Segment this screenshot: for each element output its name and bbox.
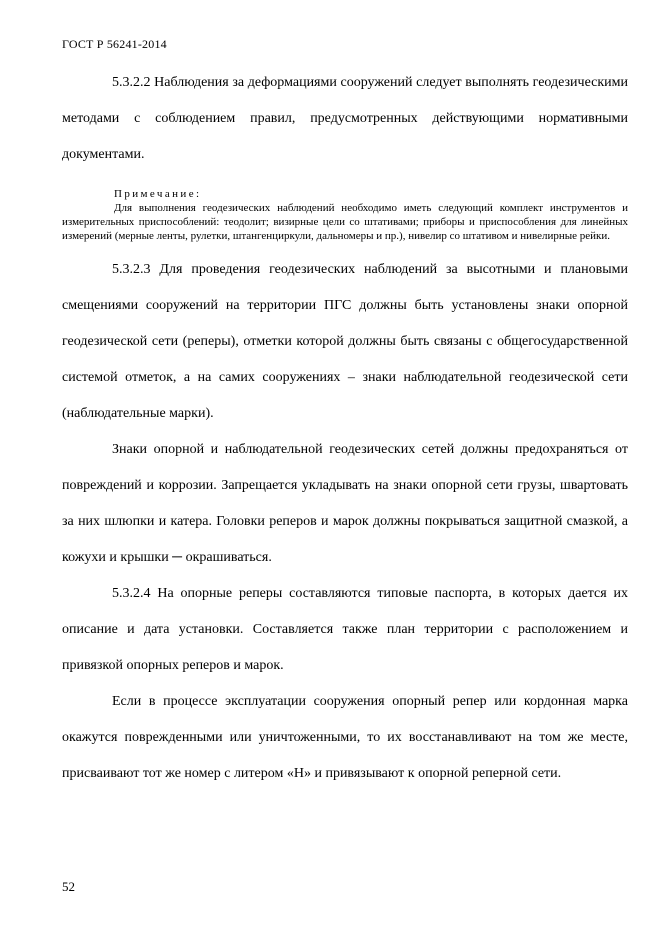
paragraph-benchmark-restoration: Если в процессе эксплуатации сооружения опорный репер или кордонная марка окажутся поврежденными или уничтоженными, то их восстанавливают на том же месте, присваивают тот же номер с литером «Н» и привязывают к опорной реперной сети. <box>62 694 628 781</box>
paragraph-signs-protection: Знаки опорной и наблюдательной геодезических сетей должны предохраняться от повреждений и коррозии. Запрещается укладывать на знаки опорной сети грузы, швартовать за них шлюпки и катера. Головки реперов и марок должны покрываться защитной смазкой, а кожухи и крышки ─ окрашиваться. <box>62 442 628 565</box>
document-code: ГОСТ Р 56241-2014 <box>62 37 167 51</box>
note-text: Для выполнения геодезических наблюдений необходимо иметь следующий комплект инструментов и измерительных приспособлений: теодолит; визирные цели со штативами; приборы и приспособления для линейных измерений (мерные ленты, рулетки, штангенциркули, дальномеры и пр.), нивелир со штативом и нивелирные рейки. <box>62 202 628 242</box>
page-number: 52 <box>62 879 75 894</box>
note-title: Примечание: <box>114 188 202 200</box>
note-block <box>62 187 628 243</box>
paragraph-5-3-2-2: 5.3.2.2 Наблюдения за деформациями сооружений следует выполнять геодезическими методами с соблюдением правил, предусмотренных действующими нормативными документами. <box>62 75 628 162</box>
paragraph-5-3-2-3: 5.3.2.3 Для проведения геодезических наблюдений за высотными и плановыми смещениями сооружений на территории ПГС должны быть установлены знаки опорной геодезической сети (реперы), отметки которой должны быть связаны с общегосударственной системой отметок, а на самих сооружениях – знаки наблюдательной геодезической сети (наблюдательные марки). <box>62 262 628 421</box>
page-body <box>62 65 628 792</box>
paragraph-5-3-2-4: 5.3.2.4 На опорные реперы составляются типовые паспорта, в которых дается их описание и дата установки. Составляется также план территории с расположением и привязкой опорных реперов и марок. <box>62 586 628 673</box>
